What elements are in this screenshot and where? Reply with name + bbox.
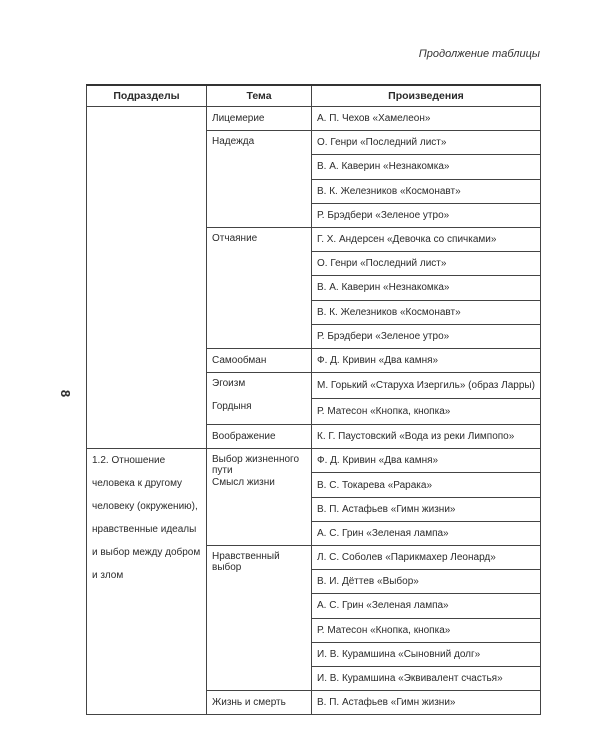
work-cell: В. П. Астафьев «Гимн жизни» [312,497,541,521]
theme-cell: Лицемерие [207,107,312,131]
work-cell: Г. Х. Андерсен «Девочка со спичками» [312,227,541,251]
work-cell: В. П. Астафьев «Гимн жизни» [312,691,541,715]
theme-cell: Нравственный выбор [207,546,312,691]
continuation-label: Продолжение таблицы [418,48,540,60]
theme-cell: Жизнь и смерть [207,691,312,715]
work-cell: Р. Матесон «Кнопка, кнопка» [312,399,541,425]
table-row [87,107,541,131]
work-cell: Р. Брэдбери «Зеленое утро» [312,203,541,227]
work-cell: И. В. Курамшина «Сыновний долг» [312,642,541,666]
theme-label: Выбор жизненного пути [212,454,300,477]
work-cell: В. К. Железников «Космонавт» [312,300,541,324]
work-cell: О. Генри «Последний лист» [312,131,541,155]
work-cell: В. С. Токарева «Рарака» [312,473,541,497]
table-row [87,449,541,473]
theme-label: Эгоизм [212,378,246,390]
work-cell: А. С. Грин «Зеленая лампа» [312,594,541,618]
page-number: 8 [58,389,74,398]
work-cell: В. А. Каверин «Незнакомка» [312,155,541,179]
work-cell: А. С. Грин «Зеленая лампа» [312,521,541,545]
work-cell: В. А. Каверин «Незнакомка» [312,276,541,300]
work-cell: А. П. Чехов «Хамелеон» [312,107,541,131]
theme-label: Гордыня [212,401,252,413]
theme-cell: Самообман [207,348,312,372]
work-cell: В. К. Железников «Космонавт» [312,179,541,203]
literature-table [86,84,541,715]
theme-cell: Отчаяние [207,227,312,348]
work-cell: О. Генри «Последний лист» [312,252,541,276]
work-cell: Ф. Д. Кривин «Два камня» [312,348,541,372]
work-cell: Л. С. Соболев «Парикмахер Леонард» [312,546,541,570]
theme-cell: Воображение [207,425,312,449]
column-header-theme: Тема [207,85,312,107]
subsection-cell [87,449,207,715]
table-header-row [87,85,541,107]
theme-cell: Надежда [207,131,312,228]
work-cell: Р. Брэдбери «Зеленое утро» [312,324,541,348]
work-cell: К. Г. Паустовский «Вода из реки Лимпопо» [312,425,541,449]
theme-label: Смысл жизни [212,477,275,489]
work-cell: Р. Матесон «Кнопка, кнопка» [312,618,541,642]
work-cell: И. В. Курамшина «Эквивалент счастья» [312,666,541,690]
theme-cell-pair [207,449,312,546]
subsection-label: 1.2. Отношение человека к другому человеку (окружению), нравственные идеалы и выбор между добром и злом [92,455,201,582]
work-cell: М. Горький «Старуха Изергиль» (образ Ларры) [312,373,541,399]
work-cell: Ф. Д. Кривин «Два камня» [312,449,541,473]
work-cell: В. И. Дёттев «Выбор» [312,570,541,594]
column-header-subsections: Подразделы [87,85,207,107]
theme-cell-pair [207,373,312,425]
column-header-works: Произведения [312,85,541,107]
subsection-cell-empty [87,107,207,449]
